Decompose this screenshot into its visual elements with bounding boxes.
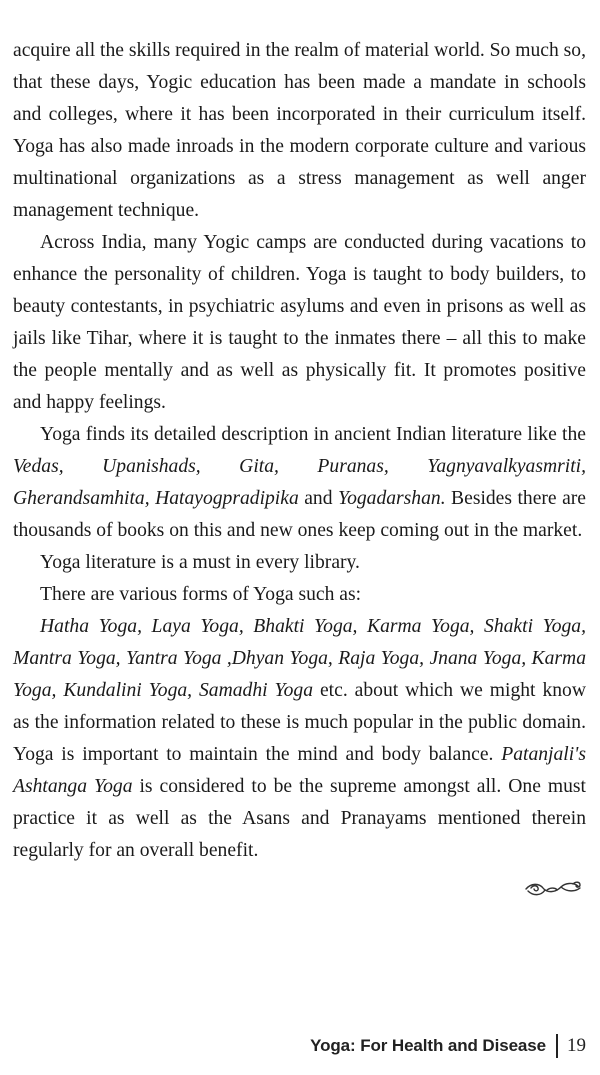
paragraph-6-ashtanga: Patanjali's Ashtanga Yoga bbox=[13, 744, 586, 797]
paragraph-5 bbox=[13, 579, 586, 611]
paragraph-3 bbox=[13, 419, 586, 547]
paragraph-6-text-b: is considered to be the supreme amongst all. One must practice it as well as the Asans and Pranayams mentioned therein regularly for an overall benefit. bbox=[13, 776, 586, 861]
page-footer bbox=[310, 1031, 586, 1061]
paragraph-5-text: There are various forms of Yoga such as: bbox=[40, 584, 362, 605]
paragraph-1 bbox=[13, 35, 586, 227]
flourish-ornament-icon bbox=[523, 875, 583, 901]
paragraph-6 bbox=[13, 611, 586, 867]
footer-divider bbox=[556, 1034, 558, 1058]
paragraph-2-text: Across India, many Yogic camps are conducted during vacations to enhance the personality of children. Yoga is taught to body builders, to beauty contestants, in psychiatric asylums and even in prisons as well as jails like Tihar, where it is taught to the inmates there – all this to make the people mentally and as well as physically fit. It promotes positive and happy feelings. bbox=[13, 232, 586, 413]
paragraph-3-texts-list: Vedas, Upanishads, Gita, Puranas, Yagnyavalkyasmriti, Gherandsamhita, Hatayogpradipika bbox=[13, 456, 586, 509]
paragraph-3-text-b: and bbox=[298, 488, 338, 509]
paragraph-4 bbox=[13, 547, 586, 579]
paragraph-1-text: acquire all the skills required in the realm of material world. So much so, that these days, Yogic education has been made a mandate in schools and colleges, where it has been incorporated in their curriculum itself. Yoga has also made inroads in the modern corporate culture and various multinational organizations as a stress management as well anger management technique. bbox=[13, 40, 586, 221]
paragraph-4-text: Yoga literature is a must in every library. bbox=[40, 552, 360, 573]
page-body bbox=[13, 35, 586, 867]
running-title: Yoga: For Health and Disease bbox=[310, 1036, 546, 1055]
paragraph-2 bbox=[13, 227, 586, 419]
page-number: 19 bbox=[567, 1035, 586, 1056]
paragraph-6-text-a: etc. about which we might know as the information related to these is much popular in the public domain. Yoga is important to maintain the mind and body balance. bbox=[13, 680, 586, 765]
paragraph-3-text-a: Yoga finds its detailed description in ancient Indian literature like the bbox=[40, 424, 586, 445]
paragraph-3-yogadarshan: Yogadarshan. bbox=[337, 488, 446, 509]
paragraph-6-yoga-forms: Hatha Yoga, Laya Yoga, Bhakti Yoga, Karma Yoga, Shakti Yoga, Mantra Yoga, Yantra Yoga ,Dhyan Yoga, Raja Yoga, Jnana Yoga, Karma Yoga, Kundalini Yoga, Samadhi Yoga bbox=[13, 616, 586, 701]
paragraph-3-text-c: Besides there are thousands of books on this and new ones keep coming out in the market. bbox=[13, 488, 586, 541]
